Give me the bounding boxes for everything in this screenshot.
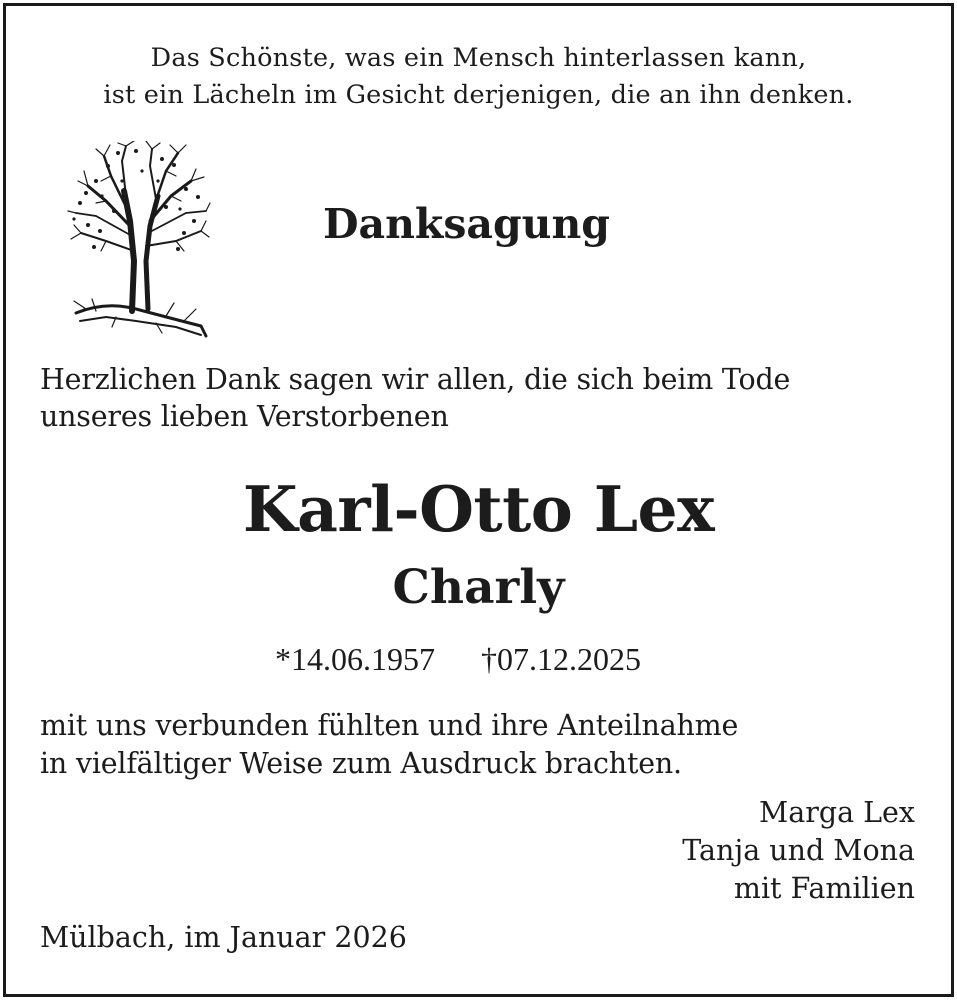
birth-date: *14.06.1957	[275, 641, 435, 677]
place-date: Mülbach, im Januar 2026	[40, 921, 407, 954]
intro-line-1: Herzlichen Dank sagen wir allen, die sich beim Tode	[40, 363, 791, 396]
notice-frame	[3, 3, 954, 997]
signature-line-2: Tanja und Mona	[682, 834, 915, 867]
quote-line-1: Das Schönste, was ein Mensch hinterlassen kann,	[150, 43, 807, 73]
quote-line-2: ist ein Lächeln im Gesicht derjenigen, die an ihn denken.	[103, 80, 854, 110]
death-date: †07.12.2025	[481, 641, 641, 677]
signature-line-3: mit Familien	[733, 872, 915, 905]
intro-line-2: unseres lieben Verstorbenen	[40, 400, 449, 433]
heading-danksagung: Danksagung	[323, 200, 610, 248]
outro-line-2: in vielfältiger Weise zum Ausdruck brachten.	[40, 747, 682, 780]
deceased-name: Karl-Otto Lex	[242, 472, 715, 546]
signature-line-1: Marga Lex	[759, 796, 915, 829]
outro-line-1: mit uns verbunden fühlten und ihre Anteilnahme	[40, 709, 739, 742]
tree-icon	[66, 141, 211, 341]
deceased-nickname: Charly	[392, 560, 565, 615]
